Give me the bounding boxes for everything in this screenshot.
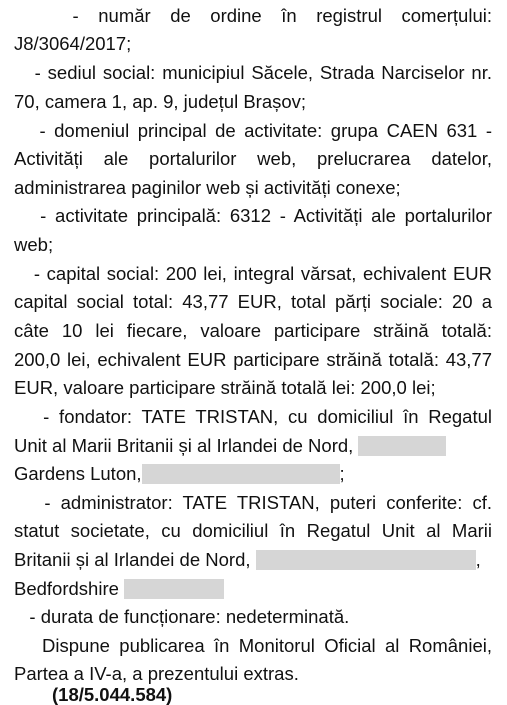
text-line: Gardens Luton, (14, 463, 142, 484)
document-reference: (18/5.044.584) (52, 684, 173, 705)
text-line: capital social total: 43,77 EUR, total părți sociale: 20 a (14, 291, 492, 312)
text-line: web; (14, 234, 54, 255)
text-line-tail: , (475, 549, 481, 570)
text-line: EUR, valoare participare străină totală lei: 200,0 lei; (14, 377, 436, 398)
text-line: câte 10 lei fiecare, valoare participare străină totală: (14, 320, 492, 341)
text-line: 70, camera 1, ap. 9, județul Brașov; (14, 91, 307, 112)
text-line: statut societate, cu domiciliul în Regatul Unit al Marii (14, 520, 492, 541)
text-line: - sediul social: municipiul Săcele, Strada Narciselor nr. (14, 62, 492, 83)
text-line: Bedfordshire (14, 578, 119, 599)
text-line: - domeniul principal de activitate: grupa CAEN 631 - (14, 120, 492, 141)
text-line: Dispune publicarea în Monitorul Oficial al României, (14, 635, 492, 656)
text-line-with-redaction (14, 548, 492, 572)
text-line: - număr de ordine în registrul comerțului: (14, 5, 492, 26)
redacted-block (358, 436, 446, 456)
text-line: Unit al Marii Britanii și al Irlandei de Nord, (14, 435, 354, 456)
text-line: - activitate principală: 6312 - Activități ale portalurilor (14, 205, 492, 226)
text-line: Activități ale portalurilor web, prelucrarea datelor, (14, 148, 492, 169)
text-line-tail: ; (339, 463, 345, 484)
text-line: - fondator: TATE TRISTAN, cu domiciliul în Regatul (14, 406, 492, 427)
text-line: administrarea paginilor web și activități conexe; (14, 177, 401, 198)
text-line: J8/3064/2017; (14, 33, 132, 54)
text-line: - capital social: 200 lei, integral vărsat, echivalent EUR (14, 263, 492, 284)
redacted-block (142, 464, 340, 484)
redacted-block (124, 579, 224, 599)
text-line: - durata de funcționare: nedeterminată. (14, 606, 350, 627)
text-line: - administrator: TATE TRISTAN, puteri conferite: cf. (14, 492, 492, 513)
text-line-with-redaction (14, 462, 492, 486)
text-line-with-redaction (14, 577, 492, 601)
redacted-block (256, 550, 476, 570)
text-line: 200,0 lei, echivalent EUR participare străină totală: 43,77 (14, 349, 492, 370)
text-line-with-redaction (14, 434, 492, 458)
text-line: Britanii și al Irlandei de Nord, (14, 549, 251, 570)
text-line: Partea a IV-a, a prezentului extras. (14, 663, 299, 684)
